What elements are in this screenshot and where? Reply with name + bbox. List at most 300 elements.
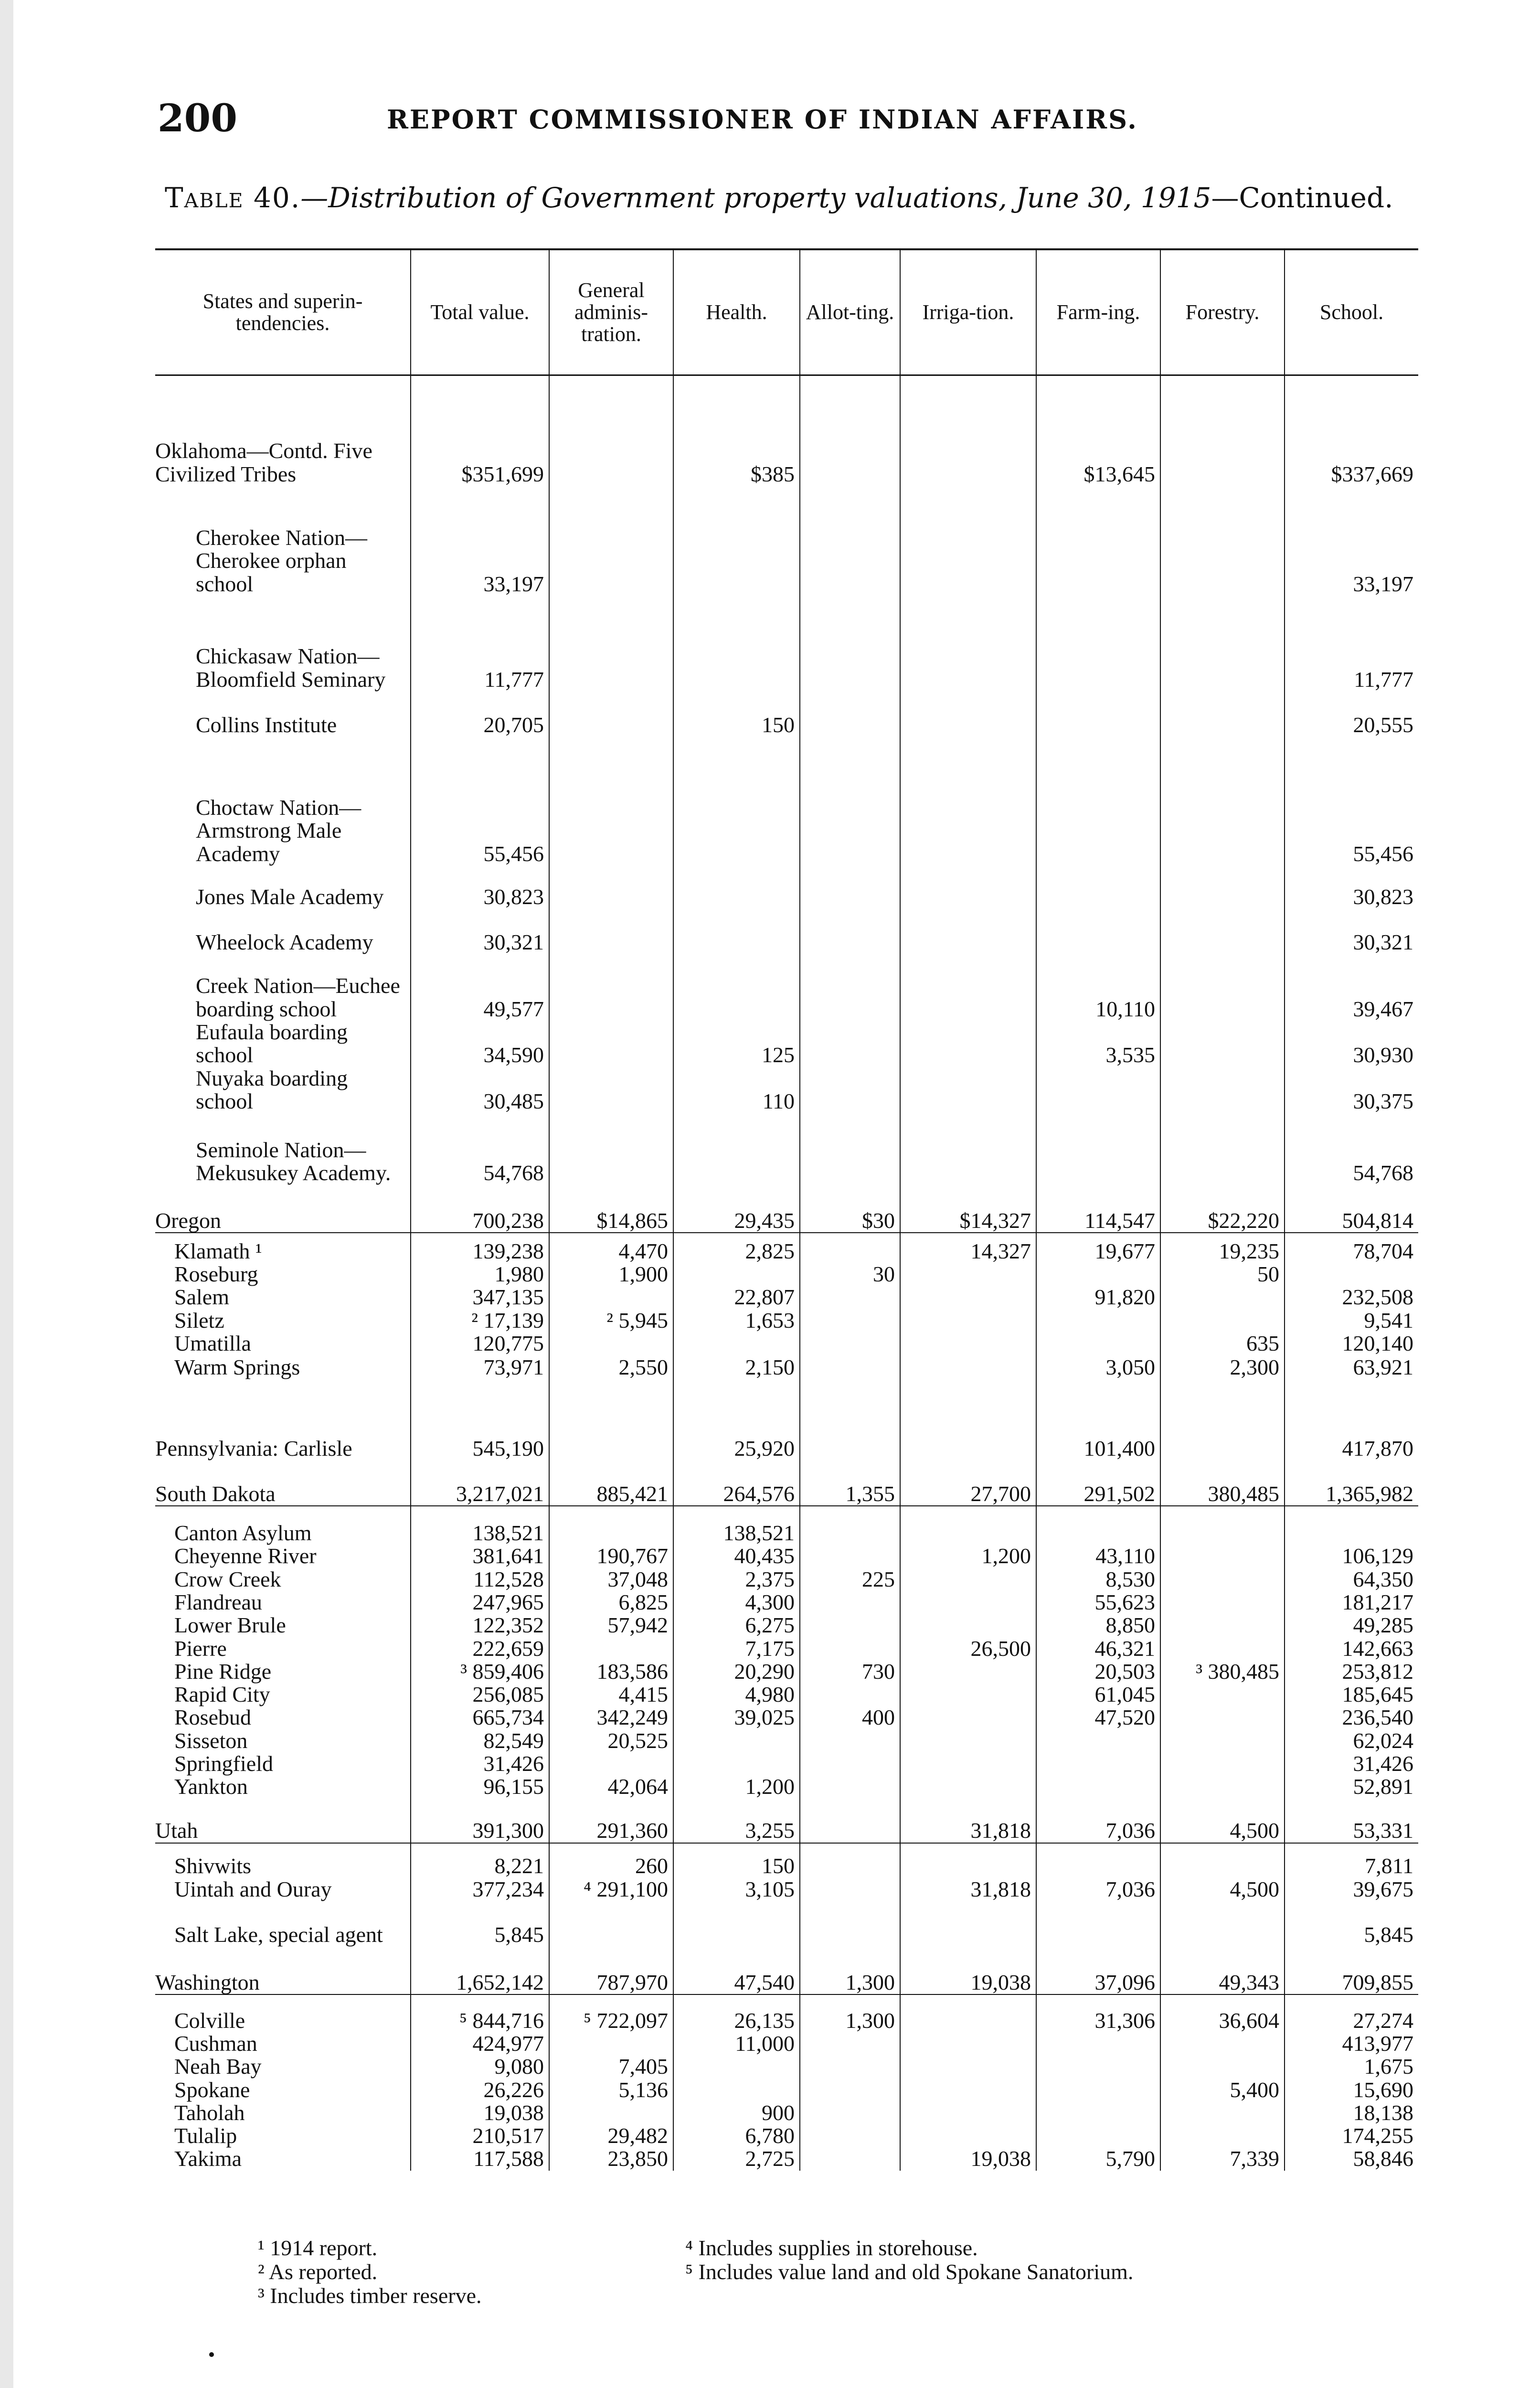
cell-total: 210,517 bbox=[411, 2124, 549, 2147]
cell-general bbox=[549, 375, 673, 486]
cell-general bbox=[549, 1332, 673, 1355]
cell-total: 424,977 bbox=[411, 2032, 549, 2055]
cell-health: 1,653 bbox=[673, 1309, 800, 1332]
ink-dot bbox=[209, 2352, 214, 2357]
col-header-irrigation: Irriga-tion. bbox=[900, 249, 1036, 375]
col-header-allotting: Allot-ting. bbox=[800, 249, 900, 375]
table-row bbox=[155, 1568, 1418, 1591]
cell-health bbox=[673, 1113, 800, 1184]
cell-irrigation bbox=[900, 2055, 1036, 2078]
row-label: Salem bbox=[174, 1285, 229, 1310]
cell-irrigation bbox=[900, 2124, 1036, 2147]
cell-farming: 20,503 bbox=[1036, 1660, 1160, 1683]
cell-allotting bbox=[800, 1067, 900, 1113]
row-label: Klamath ¹ bbox=[155, 1233, 411, 1263]
cell-school: 78,704 bbox=[1285, 1233, 1418, 1263]
cell-forestry bbox=[1160, 1901, 1285, 1946]
cell-general bbox=[549, 1286, 673, 1309]
cell-school: 58,846 bbox=[1285, 2147, 1418, 2170]
cell-irrigation bbox=[900, 1775, 1036, 1798]
cell-farming: 5,790 bbox=[1036, 2147, 1160, 2170]
cell-general: 342,249 bbox=[549, 1706, 673, 1729]
cell-irrigation bbox=[900, 1067, 1036, 1113]
cell-health: 6,275 bbox=[673, 1614, 800, 1637]
cell-health bbox=[673, 865, 800, 908]
cell-irrigation bbox=[900, 1379, 1036, 1460]
cell-allotting bbox=[800, 2032, 900, 2055]
cell-general: 6,825 bbox=[549, 1591, 673, 1614]
table-row bbox=[155, 375, 1418, 486]
cell-allotting bbox=[800, 1332, 900, 1355]
cell-health: 264,576 bbox=[673, 1460, 800, 1506]
cell-general bbox=[549, 1901, 673, 1946]
cell-forestry: 50 bbox=[1160, 1263, 1285, 1286]
cell-health: 39,025 bbox=[673, 1706, 800, 1729]
cell-forestry bbox=[1160, 1614, 1285, 1637]
cell-forestry bbox=[1160, 1637, 1285, 1660]
cell-irrigation: 31,818 bbox=[900, 1878, 1036, 1901]
cell-irrigation bbox=[900, 1021, 1036, 1067]
table-row bbox=[155, 1843, 1418, 1878]
table-row bbox=[155, 1067, 1418, 1113]
cell-allotting bbox=[800, 1545, 900, 1567]
cell-irrigation: 14,327 bbox=[900, 1233, 1036, 1263]
valuation-table bbox=[155, 248, 1418, 2171]
cell-irrigation bbox=[900, 1901, 1036, 1946]
cell-general bbox=[549, 736, 673, 865]
cell-general bbox=[549, 1379, 673, 1460]
cell-school: 55,456 bbox=[1285, 736, 1418, 865]
cell-health bbox=[673, 2079, 800, 2101]
cell-farming: 55,623 bbox=[1036, 1591, 1160, 1614]
table-row bbox=[155, 1775, 1418, 1798]
cell-general bbox=[549, 1752, 673, 1775]
cell-forestry: 380,485 bbox=[1160, 1460, 1285, 1506]
cell-general bbox=[549, 596, 673, 691]
row-label: Collins Institute bbox=[196, 712, 337, 737]
cell-health: 22,807 bbox=[673, 1286, 800, 1309]
footnote-2: ² As reported. bbox=[258, 2260, 378, 2284]
cell-forestry: 7,339 bbox=[1160, 2147, 1285, 2170]
cell-allotting bbox=[800, 1591, 900, 1614]
cell-forestry bbox=[1160, 908, 1285, 954]
cell-farming bbox=[1036, 2101, 1160, 2124]
scan-edge bbox=[0, 0, 13, 2388]
cell-health bbox=[673, 486, 800, 596]
row-label: Jones Male Academy bbox=[196, 884, 384, 909]
cell-total: 8,221 bbox=[411, 1843, 549, 1878]
row-label: Uintah and Ouray bbox=[174, 1876, 332, 1901]
cell-farming bbox=[1036, 1113, 1160, 1184]
cell-total: 665,734 bbox=[411, 1706, 549, 1729]
cell-total: 73,971 bbox=[411, 1355, 549, 1379]
cell-irrigation: 1,200 bbox=[900, 1545, 1036, 1567]
footnote-1: ¹ 1914 report. bbox=[258, 2236, 378, 2260]
cell-general bbox=[549, 954, 673, 1021]
cell-irrigation bbox=[900, 1286, 1036, 1309]
cell-school: 504,814 bbox=[1285, 1184, 1418, 1233]
cell-farming: 43,110 bbox=[1036, 1545, 1160, 1567]
table-row bbox=[155, 2124, 1418, 2147]
cell-general: 4,415 bbox=[549, 1683, 673, 1706]
cell-irrigation bbox=[900, 1309, 1036, 1332]
cell-general: ⁴ 291,100 bbox=[549, 1878, 673, 1901]
row-label: Salt Lake, special agent bbox=[174, 1922, 383, 1947]
cell-general: 291,360 bbox=[549, 1799, 673, 1843]
cell-total: 377,234 bbox=[411, 1878, 549, 1901]
cell-total: 20,705 bbox=[411, 691, 549, 736]
table-row bbox=[155, 736, 1418, 865]
cell-allotting: 730 bbox=[800, 1660, 900, 1683]
cell-forestry bbox=[1160, 865, 1285, 908]
cell-health bbox=[673, 2055, 800, 2078]
cell-farming: 61,045 bbox=[1036, 1683, 1160, 1706]
cell-farming bbox=[1036, 596, 1160, 691]
cell-farming: 114,547 bbox=[1036, 1184, 1160, 1233]
cell-farming: 37,096 bbox=[1036, 1946, 1160, 1994]
cell-school: 174,255 bbox=[1285, 2124, 1418, 2147]
cell-health: 900 bbox=[673, 2101, 800, 2124]
cell-school: 31,426 bbox=[1285, 1752, 1418, 1775]
cell-general bbox=[549, 2032, 673, 2055]
cell-total: 122,352 bbox=[411, 1614, 549, 1637]
row-label: Cushman bbox=[174, 2031, 257, 2056]
cell-irrigation: 27,700 bbox=[900, 1460, 1036, 1506]
cell-forestry bbox=[1160, 736, 1285, 865]
row-label: South Dakota bbox=[155, 1482, 276, 1506]
cell-allotting: 225 bbox=[800, 1568, 900, 1591]
table-row bbox=[155, 1113, 1418, 1184]
cell-forestry bbox=[1160, 1506, 1285, 1545]
cell-irrigation bbox=[900, 1568, 1036, 1591]
cell-forestry bbox=[1160, 375, 1285, 486]
footnote-4: ⁴ Includes supplies in storehouse. bbox=[685, 2236, 978, 2260]
cell-forestry bbox=[1160, 596, 1285, 691]
row-label: Oregon bbox=[155, 1208, 221, 1233]
cell-health: 2,375 bbox=[673, 1568, 800, 1591]
cell-health: 26,135 bbox=[673, 1994, 800, 2032]
cell-farming: 19,677 bbox=[1036, 1233, 1160, 1263]
cell-general: 885,421 bbox=[549, 1460, 673, 1506]
cell-total: ³ 859,406 bbox=[411, 1660, 549, 1683]
cell-farming: 10,110 bbox=[1036, 954, 1160, 1021]
cell-health: 20,290 bbox=[673, 1660, 800, 1683]
cell-allotting bbox=[800, 1309, 900, 1332]
cell-allotting bbox=[800, 1286, 900, 1309]
table-row bbox=[155, 1184, 1418, 1233]
cell-irrigation: 19,038 bbox=[900, 2147, 1036, 2170]
cell-total: 9,080 bbox=[411, 2055, 549, 2078]
table-row bbox=[155, 1021, 1418, 1067]
cell-allotting: 1,300 bbox=[800, 1994, 900, 2032]
table-row bbox=[155, 1683, 1418, 1706]
cell-total: 31,426 bbox=[411, 1752, 549, 1775]
cell-health: 125 bbox=[673, 1021, 800, 1067]
cell-irrigation bbox=[900, 2079, 1036, 2101]
cell-school: 30,321 bbox=[1285, 908, 1418, 954]
cell-irrigation bbox=[900, 1591, 1036, 1614]
cell-farming bbox=[1036, 1729, 1160, 1752]
cell-allotting bbox=[800, 1355, 900, 1379]
cell-total: 545,190 bbox=[411, 1379, 549, 1460]
cell-total: 1,652,142 bbox=[411, 1946, 549, 1994]
table-row bbox=[155, 2101, 1418, 2124]
cell-total: 139,238 bbox=[411, 1233, 549, 1263]
row-label: Eufaula boarding school bbox=[196, 1020, 348, 1067]
row-label: Pennsylvania: Carlisle bbox=[155, 1436, 352, 1461]
cell-forestry bbox=[1160, 691, 1285, 736]
row-label: Tulalip bbox=[174, 2123, 237, 2148]
cell-irrigation bbox=[900, 486, 1036, 596]
cell-total: 49,577 bbox=[411, 954, 549, 1021]
cell-farming bbox=[1036, 865, 1160, 908]
cell-allotting bbox=[800, 1729, 900, 1752]
table-row bbox=[155, 1545, 1418, 1567]
cell-total: 54,768 bbox=[411, 1113, 549, 1184]
row-label: Nuyaka boarding school bbox=[196, 1066, 348, 1113]
cell-farming: 7,036 bbox=[1036, 1878, 1160, 1901]
cell-irrigation bbox=[900, 596, 1036, 691]
row-label: Taholah bbox=[174, 2100, 245, 2125]
row-label: Cheyenne River bbox=[174, 1544, 317, 1568]
table-continued: —Continued. bbox=[1211, 181, 1393, 214]
table-row bbox=[155, 596, 1418, 691]
cell-allotting bbox=[800, 2079, 900, 2101]
cell-school: 9,541 bbox=[1285, 1309, 1418, 1332]
cell-general: 20,525 bbox=[549, 1729, 673, 1752]
cell-irrigation bbox=[900, 1994, 1036, 2032]
cell-total: 391,300 bbox=[411, 1799, 549, 1843]
table-row bbox=[155, 1309, 1418, 1332]
cell-forestry: $22,220 bbox=[1160, 1184, 1285, 1233]
cell-forestry bbox=[1160, 2124, 1285, 2147]
cell-farming bbox=[1036, 1067, 1160, 1113]
cell-irrigation bbox=[900, 1614, 1036, 1637]
cell-general bbox=[549, 1637, 673, 1660]
cell-general: 29,482 bbox=[549, 2124, 673, 2147]
cell-farming bbox=[1036, 1506, 1160, 1545]
cell-total: 347,135 bbox=[411, 1286, 549, 1309]
table-row bbox=[155, 1901, 1418, 1946]
cell-allotting: 1,300 bbox=[800, 1946, 900, 1994]
cell-total: 19,038 bbox=[411, 2101, 549, 2124]
row-label: Springfield bbox=[174, 1751, 273, 1776]
table-row bbox=[155, 1946, 1418, 1994]
cell-school: 49,285 bbox=[1285, 1614, 1418, 1637]
table-row bbox=[155, 1460, 1418, 1506]
cell-irrigation bbox=[900, 908, 1036, 954]
cell-irrigation bbox=[900, 1752, 1036, 1775]
col-header-general: General adminis-tration. bbox=[549, 249, 673, 375]
cell-general bbox=[549, 691, 673, 736]
table-row bbox=[155, 1729, 1418, 1752]
table-row bbox=[155, 1752, 1418, 1775]
row-label: Rosebud bbox=[174, 1705, 251, 1730]
table-header-row bbox=[155, 249, 1418, 375]
cell-farming bbox=[1036, 1901, 1160, 1946]
cell-school: $337,669 bbox=[1285, 375, 1418, 486]
cell-irrigation: $14,327 bbox=[900, 1184, 1036, 1233]
row-label: Seminole Nation—Mekusukey Academy. bbox=[196, 1137, 391, 1185]
cell-forestry bbox=[1160, 1568, 1285, 1591]
cell-farming bbox=[1036, 1775, 1160, 1798]
row-label: Siletz bbox=[174, 1308, 224, 1333]
cell-forestry bbox=[1160, 1843, 1285, 1878]
cell-irrigation bbox=[900, 954, 1036, 1021]
cell-health bbox=[673, 1752, 800, 1775]
row-label: Pine Ridge bbox=[174, 1659, 272, 1684]
row-label: Chickasaw Nation—Bloomfield Seminary bbox=[196, 644, 386, 692]
cell-school: 120,140 bbox=[1285, 1332, 1418, 1355]
cell-total: 3,217,021 bbox=[411, 1460, 549, 1506]
cell-farming bbox=[1036, 2032, 1160, 2055]
table-row bbox=[155, 2055, 1418, 2078]
cell-total: 26,226 bbox=[411, 2079, 549, 2101]
cell-health: 7,175 bbox=[673, 1637, 800, 1660]
cell-health bbox=[673, 954, 800, 1021]
cell-general: $14,865 bbox=[549, 1184, 673, 1233]
cell-forestry bbox=[1160, 1067, 1285, 1113]
cell-total: 247,965 bbox=[411, 1591, 549, 1614]
table-row bbox=[155, 1660, 1418, 1683]
cell-school: 232,508 bbox=[1285, 1286, 1418, 1309]
cell-farming: 101,400 bbox=[1036, 1379, 1160, 1460]
table-row bbox=[155, 1799, 1418, 1843]
cell-total: ² 17,139 bbox=[411, 1309, 549, 1332]
col-header-forestry: Forestry. bbox=[1160, 249, 1285, 375]
cell-school: 30,375 bbox=[1285, 1067, 1418, 1113]
row-label: Shivwits bbox=[155, 1843, 411, 1878]
cell-forestry bbox=[1160, 1545, 1285, 1567]
cell-total: 112,528 bbox=[411, 1568, 549, 1591]
cell-general bbox=[549, 1506, 673, 1545]
cell-total: 30,321 bbox=[411, 908, 549, 954]
row-label: Sisseton bbox=[174, 1728, 248, 1753]
cell-irrigation bbox=[900, 691, 1036, 736]
cell-general: 190,767 bbox=[549, 1545, 673, 1567]
cell-school: 106,129 bbox=[1285, 1545, 1418, 1567]
cell-farming bbox=[1036, 1843, 1160, 1878]
cell-allotting bbox=[800, 1113, 900, 1184]
cell-forestry: 4,500 bbox=[1160, 1878, 1285, 1901]
cell-farming bbox=[1036, 908, 1160, 954]
col-header-school: School. bbox=[1285, 249, 1418, 375]
page-number: 200 bbox=[158, 96, 237, 140]
table-title: —Distribution of Government property valuations, June 30, 1915 bbox=[300, 181, 1211, 214]
cell-farming bbox=[1036, 1309, 1160, 1332]
table-row bbox=[155, 1994, 1418, 2032]
cell-health: 150 bbox=[673, 691, 800, 736]
table-row bbox=[155, 1355, 1418, 1379]
cell-health bbox=[673, 1901, 800, 1946]
cell-allotting bbox=[800, 1614, 900, 1637]
cell-general: 2,550 bbox=[549, 1355, 673, 1379]
cell-health: 3,105 bbox=[673, 1878, 800, 1901]
row-label: Canton Asylum bbox=[155, 1506, 411, 1545]
cell-total: 117,588 bbox=[411, 2147, 549, 2170]
cell-health: 11,000 bbox=[673, 2032, 800, 2055]
row-label: Utah bbox=[155, 1818, 198, 1843]
cell-forestry: 5,400 bbox=[1160, 2079, 1285, 2101]
cell-general: 23,850 bbox=[549, 2147, 673, 2170]
cell-health bbox=[673, 1729, 800, 1752]
cell-forestry bbox=[1160, 1752, 1285, 1775]
cell-health: 2,150 bbox=[673, 1355, 800, 1379]
cell-school: 30,930 bbox=[1285, 1021, 1418, 1067]
cell-general bbox=[549, 2101, 673, 2124]
cell-irrigation bbox=[900, 1706, 1036, 1729]
cell-school: 142,663 bbox=[1285, 1637, 1418, 1660]
footnote-3: ³ Includes timber reserve. bbox=[258, 2283, 482, 2308]
cell-school: 63,921 bbox=[1285, 1355, 1418, 1379]
cell-farming bbox=[1036, 1752, 1160, 1775]
cell-health: 110 bbox=[673, 1067, 800, 1113]
cell-school: 1,365,982 bbox=[1285, 1460, 1418, 1506]
cell-school: 236,540 bbox=[1285, 1706, 1418, 1729]
cell-forestry bbox=[1160, 1021, 1285, 1067]
cell-farming: 7,036 bbox=[1036, 1799, 1160, 1843]
cell-health: 6,780 bbox=[673, 2124, 800, 2147]
cell-health bbox=[673, 596, 800, 691]
cell-forestry bbox=[1160, 1286, 1285, 1309]
col-header-health: Health. bbox=[673, 249, 800, 375]
cell-total: 381,641 bbox=[411, 1545, 549, 1567]
table-row bbox=[155, 1263, 1418, 1286]
running-head: REPORT COMMISSIONER OF INDIAN AFFAIRS. bbox=[387, 104, 1138, 135]
cell-allotting bbox=[800, 1901, 900, 1946]
cell-forestry: 2,300 bbox=[1160, 1355, 1285, 1379]
cell-forestry bbox=[1160, 2101, 1285, 2124]
cell-forestry: 49,343 bbox=[1160, 1946, 1285, 1994]
cell-total: ⁵ 844,716 bbox=[411, 1994, 549, 2032]
row-label: Neah Bay bbox=[174, 2054, 262, 2079]
cell-total: 138,521 bbox=[411, 1506, 549, 1545]
cell-irrigation bbox=[900, 375, 1036, 486]
cell-allotting bbox=[800, 596, 900, 691]
row-label: Umatilla bbox=[174, 1331, 251, 1356]
cell-allotting bbox=[800, 1799, 900, 1843]
cell-health: 3,255 bbox=[673, 1799, 800, 1843]
row-label: Washington bbox=[155, 1970, 260, 1994]
cell-allotting bbox=[800, 2101, 900, 2124]
cell-allotting bbox=[800, 1379, 900, 1460]
table-row bbox=[155, 1506, 1418, 1545]
cell-health: 150 bbox=[673, 1843, 800, 1878]
cell-farming: 3,050 bbox=[1036, 1355, 1160, 1379]
row-label: Lower Brule bbox=[174, 1613, 286, 1638]
cell-allotting bbox=[800, 2124, 900, 2147]
cell-farming bbox=[1036, 486, 1160, 596]
row-label: Oklahoma—Contd. Five Civilized Tribes bbox=[155, 438, 372, 486]
cell-allotting bbox=[800, 375, 900, 486]
row-label: Spokane bbox=[174, 2077, 250, 2102]
cell-forestry bbox=[1160, 1113, 1285, 1184]
table-row bbox=[155, 1591, 1418, 1614]
cell-school: 5,845 bbox=[1285, 1901, 1418, 1946]
cell-allotting bbox=[800, 2147, 900, 2170]
cell-school: 15,690 bbox=[1285, 2079, 1418, 2101]
cell-farming: 31,306 bbox=[1036, 1994, 1160, 2032]
table-row bbox=[155, 691, 1418, 736]
row-label: Roseburg bbox=[174, 1262, 258, 1287]
cell-farming: 47,520 bbox=[1036, 1706, 1160, 1729]
cell-school: 27,274 bbox=[1285, 1994, 1418, 2032]
table-row bbox=[155, 1332, 1418, 1355]
cell-health: 1,200 bbox=[673, 1775, 800, 1798]
cell-health bbox=[673, 736, 800, 865]
cell-school: 53,331 bbox=[1285, 1799, 1418, 1843]
cell-allotting: 400 bbox=[800, 1706, 900, 1729]
